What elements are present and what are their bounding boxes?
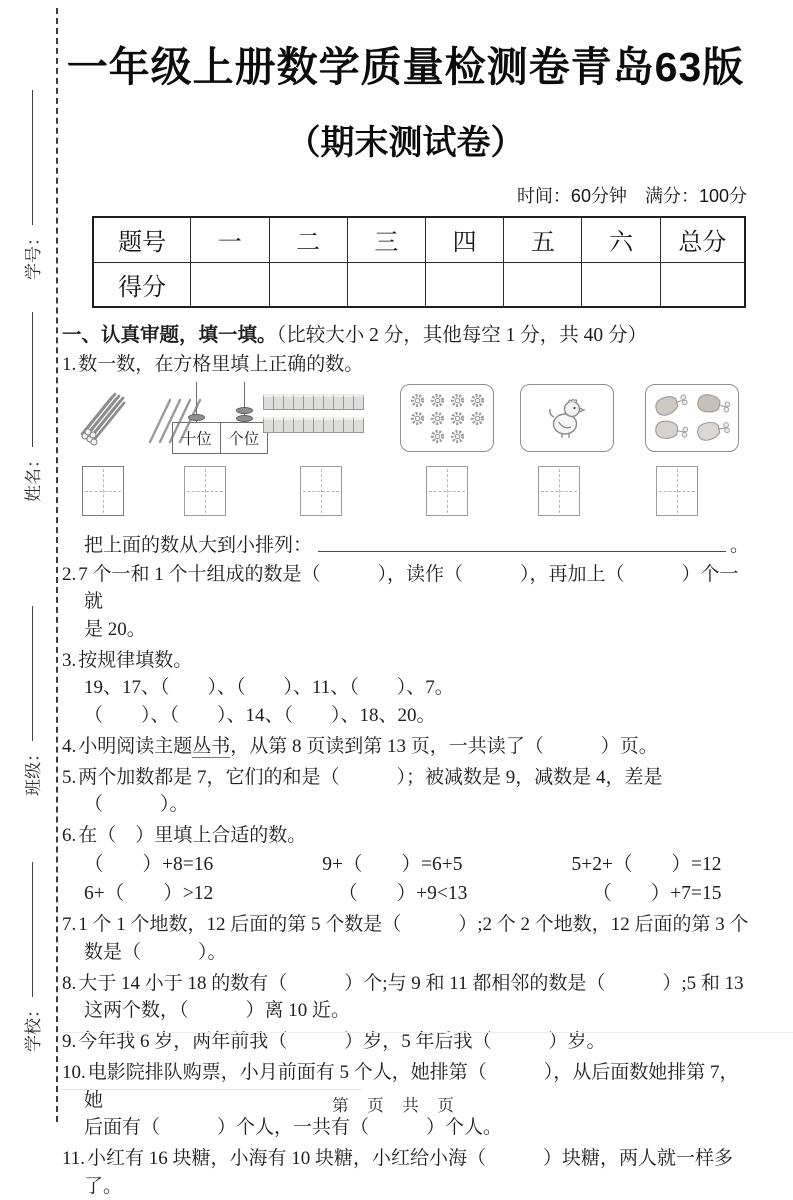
equation: 9+（ ）=6+5 — [322, 853, 463, 875]
section-1-heading — [62, 319, 749, 347]
question-8-line2: 这两个数，（ ）离 10 近。 — [84, 1000, 351, 1021]
sort-prompt-period: 。 — [729, 535, 749, 556]
question-8-line1: 大于 14 小于 18 的数有（ ）个;与 9 和 11 都相邻的数是（ ）;5 和 13 — [78, 972, 744, 994]
flower-icon — [449, 428, 466, 445]
answer-grid-box[interactable] — [656, 466, 698, 516]
paper-subtitle: （期末测试卷） — [286, 124, 525, 162]
ten-rod — [264, 394, 364, 410]
flower-icon — [429, 428, 446, 445]
student-name-label: 姓名： — [23, 451, 43, 502]
score-cell[interactable] — [660, 262, 745, 307]
question-5 — [62, 764, 749, 819]
abacus-place-value-box — [172, 422, 268, 454]
sort-prompt-label: 把上面的数从大到小排列： — [84, 535, 313, 556]
question-9-text: 今年我 6 岁，两年前我（ ）岁，5 年后我（ ）岁。 — [78, 1031, 606, 1052]
question-8-number: 8. — [62, 972, 77, 994]
answer-grid-row — [62, 466, 749, 528]
counting-figures-row — [62, 382, 749, 458]
question-4-number: 4. — [62, 735, 77, 757]
score-cell[interactable] — [504, 262, 582, 307]
question-1-number: 1. — [62, 353, 77, 375]
time-and-score-info: 时间：60分钟 满分：100分 — [516, 186, 747, 206]
base-ten-blocks-figure — [264, 394, 364, 440]
school-write-line[interactable] — [32, 862, 33, 997]
abacus-bead — [236, 407, 253, 414]
score-table-score-row — [93, 262, 745, 307]
question-4-text-post: ，从第 8 页读到第 13 页，一共读了（ ）页。 — [230, 735, 658, 757]
question-2 — [62, 561, 749, 644]
drumstick-icon — [652, 417, 691, 446]
answer-grid-box[interactable] — [82, 466, 124, 516]
question-5-text: 两个加数都是 7，它们的和是（ ）；被减数是 9，减数是 4，差是（ ）。 — [78, 766, 663, 815]
question-11-number: 11. — [62, 1148, 86, 1169]
paper-title: 一年级上册数学质量检测卷青岛63版 — [66, 44, 745, 90]
question-7-line2: 数是（ ）。 — [84, 941, 227, 963]
question-6-title: 在（ ）里填上合适的数。 — [78, 825, 307, 846]
abacus-figure — [170, 384, 270, 456]
question-6-equation-row-1 — [62, 850, 722, 879]
question-1 — [62, 351, 749, 379]
class-write-line[interactable] — [32, 606, 33, 741]
question-11-text: 小红有 16 块糖，小海有 10 块糖，小红给小海（ ）块糖，两人就一样多了。 — [84, 1148, 734, 1197]
flower-icon — [469, 410, 486, 427]
score-header-cell: 二 — [269, 217, 347, 262]
question-3-number: 3. — [62, 649, 77, 671]
score-header-cell: 一 — [191, 217, 269, 262]
flowers-figure — [400, 384, 494, 452]
score-table — [92, 216, 746, 308]
score-table-header-row — [93, 217, 745, 262]
student-number-label: 学号： — [23, 229, 43, 280]
class-label: 班级： — [23, 745, 43, 796]
score-cell[interactable] — [582, 262, 660, 307]
drumsticks-figure — [645, 384, 739, 452]
class-field — [18, 606, 44, 796]
drumstick-icon — [693, 416, 733, 446]
score-header-cell: 六 — [582, 217, 660, 262]
tens-place-label: 十位 — [173, 423, 221, 453]
question-8 — [62, 970, 749, 1025]
flower-icon — [429, 392, 446, 409]
flower-icon — [409, 410, 426, 427]
equation: 6+（ ）>12 — [84, 882, 214, 904]
question-6 — [62, 822, 749, 850]
score-cell[interactable] — [191, 262, 269, 307]
score-header-cell: 五 — [504, 217, 582, 262]
answer-grid-box[interactable] — [300, 466, 342, 516]
footer-rule-line — [62, 1089, 362, 1090]
answer-grid-box[interactable] — [538, 466, 580, 516]
student-name-write-line[interactable] — [32, 312, 33, 447]
abacus-bead — [236, 415, 253, 422]
school-label: 学校： — [23, 1001, 43, 1052]
equation: （ ）+9<13 — [338, 882, 468, 904]
chicken-figure — [520, 384, 614, 452]
equation: 5+2+（ ）=12 — [571, 853, 722, 875]
question-11 — [62, 1145, 749, 1200]
score-header-cell: 三 — [347, 217, 425, 262]
question-6-equation-row-2 — [62, 879, 722, 908]
student-number-write-line[interactable] — [32, 90, 33, 225]
question-10-number: 10. — [62, 1062, 86, 1083]
score-cell[interactable] — [426, 262, 504, 307]
score-cell[interactable] — [347, 262, 425, 307]
flower-icon — [429, 410, 446, 427]
ones-place-label: 个位 — [228, 431, 260, 448]
question-2-number: 2. — [62, 563, 77, 585]
question-3 — [62, 647, 749, 730]
student-number-field — [18, 90, 44, 280]
flower-icon — [469, 392, 486, 409]
question-10-line2: 后面有（ ）个人，一共有（ ）个人。 — [84, 1117, 503, 1138]
question-6-number: 6. — [62, 825, 77, 846]
answer-grid-box[interactable] — [184, 466, 226, 516]
question-9-number: 9. — [62, 1031, 77, 1052]
answer-grid-box[interactable] — [426, 466, 468, 516]
question-3-sequence2: （ ）、（ ）、14、（ ）、18、20。 — [84, 704, 436, 726]
sort-numbers-prompt — [62, 530, 749, 557]
equation: （ ）+8=16 — [84, 853, 214, 875]
binding-dashed-line — [56, 8, 58, 1122]
question-3-sequence1: 19、17、（ ）、（ ）、11、（ ）、7。 — [84, 677, 454, 698]
section-1-title: 一、认真审题，填一填。 — [62, 325, 277, 346]
question-4-book-title: 丛书 — [192, 735, 231, 757]
ten-rod — [264, 417, 364, 433]
score-header-cell: 题号 — [93, 217, 191, 262]
question-2-line2: 是 20。 — [84, 618, 146, 640]
paper-body — [62, 0, 749, 1200]
question-4-text-pre: 小明阅读主题 — [78, 735, 193, 757]
question-7 — [62, 911, 749, 966]
score-row-label: 得分 — [93, 262, 191, 307]
question-7-line1: 1 个 1 个地数，12 后面的第 5 个数是（ ）;2 个 2 个地数，12 后面的第 3 个 — [78, 914, 749, 935]
question-3-title: 按规律填数。 — [78, 649, 193, 671]
question-1-text: 数一数，在方格里填上正确的数。 — [78, 353, 364, 375]
question-4 — [62, 733, 749, 761]
student-name-field — [18, 312, 44, 502]
question-5-number: 5. — [62, 766, 77, 788]
question-2-line1: 7 个一和 1 个十组成的数是（ ），读作（ ），再加上（ ）个一就 — [78, 563, 739, 612]
section-1-note: （比较大小 2 分，其他每空 1 分，共 40 分） — [276, 325, 648, 346]
scan-artifact-line — [62, 1032, 793, 1033]
question-7-number: 7. — [62, 914, 77, 935]
score-header-cell: 四 — [426, 217, 504, 262]
page-footer: 第 页 共 页 — [332, 1097, 461, 1115]
score-cell[interactable] — [269, 262, 347, 307]
flower-icon — [449, 392, 466, 409]
flower-icon — [409, 392, 426, 409]
score-header-cell: 总分 — [660, 217, 745, 262]
equation: （ ）+7=15 — [592, 882, 722, 904]
chicken-icon — [544, 395, 590, 441]
school-field — [18, 862, 44, 1052]
abacus-bead — [188, 414, 205, 421]
flower-icon — [449, 410, 466, 427]
question-10-line1: 电影院排队购票，小月前面有 5 个人，她排第（ ），从后面数她排第 7，她 — [84, 1062, 739, 1111]
sort-answer-line[interactable] — [318, 551, 726, 552]
